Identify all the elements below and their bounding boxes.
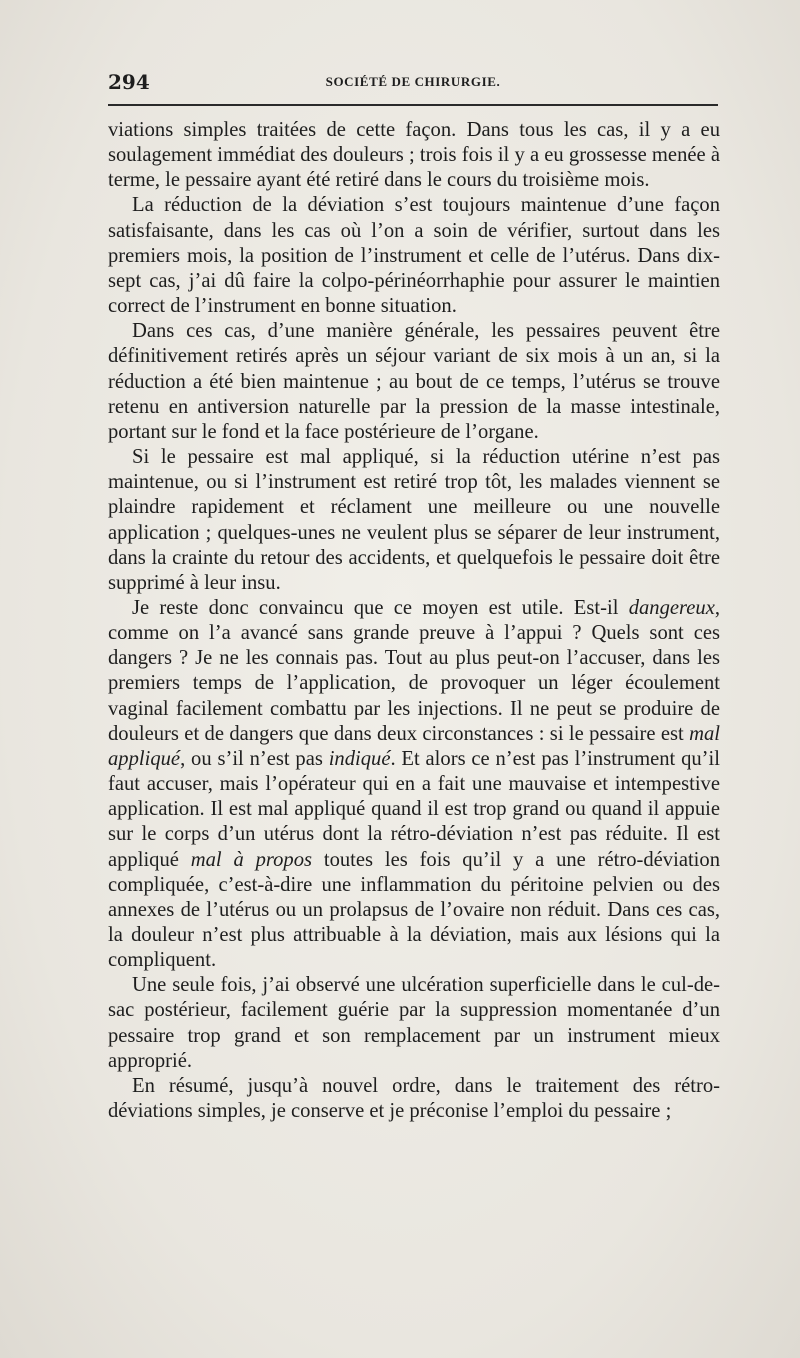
paragraph-3 [108,319,720,445]
text-run: Si le pessaire est mal appliqué, si la réduction utérine n’est pas maintenue, ou si l’instrument est retiré trop tôt, les malades viennent se plaindre rapidement et réclament une meilleure ou une nouvelle application ; quelques-unes ne veulent plus se séparer de leur instrument, dans la crainte du retour des accidents, et quelquefois le pessaire doit être supprimé à leur insu. [108,446,720,594]
italic-term: mal à propos [190,848,313,871]
paragraph-1 [108,118,720,193]
text-run: Une seule fois, j’ai observé une ulcération superficielle dans le cul-de-sac postérieur, facilement guérie par la suppression momentanée d’un pessaire trop grand et son remplacement par un instrument mieux approprié. [108,974,720,1072]
header-rule [108,104,718,106]
italic-term: dangereux [628,596,715,619]
italic-term: mal appliqué [108,722,720,770]
running-title: SOCIÉTÉ DE CHIRURGIE. [325,74,501,89]
text-run: Je reste donc convaincu que ce moyen est utile. Est-il [132,596,629,619]
text-run: viations simples traitées de cette façon. Dans tous les cas, il y a eu soulagement immédiat des douleurs ; trois fois il y a eu grossesse menée à terme, le pessaire ayant été retiré dans le cours du troisième mois. [108,119,720,192]
text-run: . Et alors ce n’est pas l’instrument qu’il faut accuser, mais l’opérateur qui en a fait une mauvaise et intempestive application. Il est mal appliqué quand il est trop grand ou quand il appuie sur le corps d’un utérus dont la rétro-déviation n’est pas réduite. Il est appliqué [108,747,720,871]
text-run: , ou s’il n’est pas [180,747,329,770]
paragraph-5 [108,596,720,973]
paragraph-6 [108,973,720,1074]
paragraph-7 [108,1074,720,1124]
italic-term: indiqué [328,747,391,770]
paragraph-4 [108,445,720,596]
text-run: La réduction de la déviation s’est toujours maintenue d’une façon satisfaisante, dans les cas où l’on a soin de vérifier, surtout dans les premiers mois, la position de l’instrument et celle de l’utérus. Dans dix-sept cas, j’ai dû faire la colpo-périnéorrhaphie pour assurer le maintien correct de l’instrument en bonne situation. [108,194,720,318]
text-run: toutes les fois qu’il y a une rétro-déviation compliquée, c’est-à-dire une inflammation du péritoine pelvien ou des annexes de l’utérus ou un prolapsus de l’ovaire non réduit. Dans ces cas, la douleur n’est plus attribuable à la déviation, mais aux lésions qui la compliquent. [108,848,720,972]
page-number: 294 [108,70,150,94]
text-run: Dans ces cas, d’une manière générale, les pessaires peuvent être définitivement retirés après un séjour variant de six mois à un an, si la réduction a été bien maintenue ; au bout de ce temps, l’utérus se trouve retenu en antiversion naturelle par la pression de la masse intestinale, portant sur le fond et la face postérieure de l’organe. [108,320,720,443]
body-text [108,118,720,1124]
text-run: , comme on l’a avancé sans grande preuve à l’appui ? Quels sont ces dangers ? Je ne les connais pas. Tout au plus peut-on l’accuser, dans les premiers temps de l’application, de provoquer un léger écoulement vaginal facilement combattu par les injections. Il ne peut se produire de douleurs et de dangers que dans deux circonstances : si le pessaire est [108,596,720,745]
paragraph-2 [108,193,720,319]
page-header [108,70,718,100]
text-run: En résumé, jusqu’à nouvel ordre, dans le traitement des rétro-déviations simples, je conserve et je préconise l’emploi du pessaire ; [108,1074,720,1123]
